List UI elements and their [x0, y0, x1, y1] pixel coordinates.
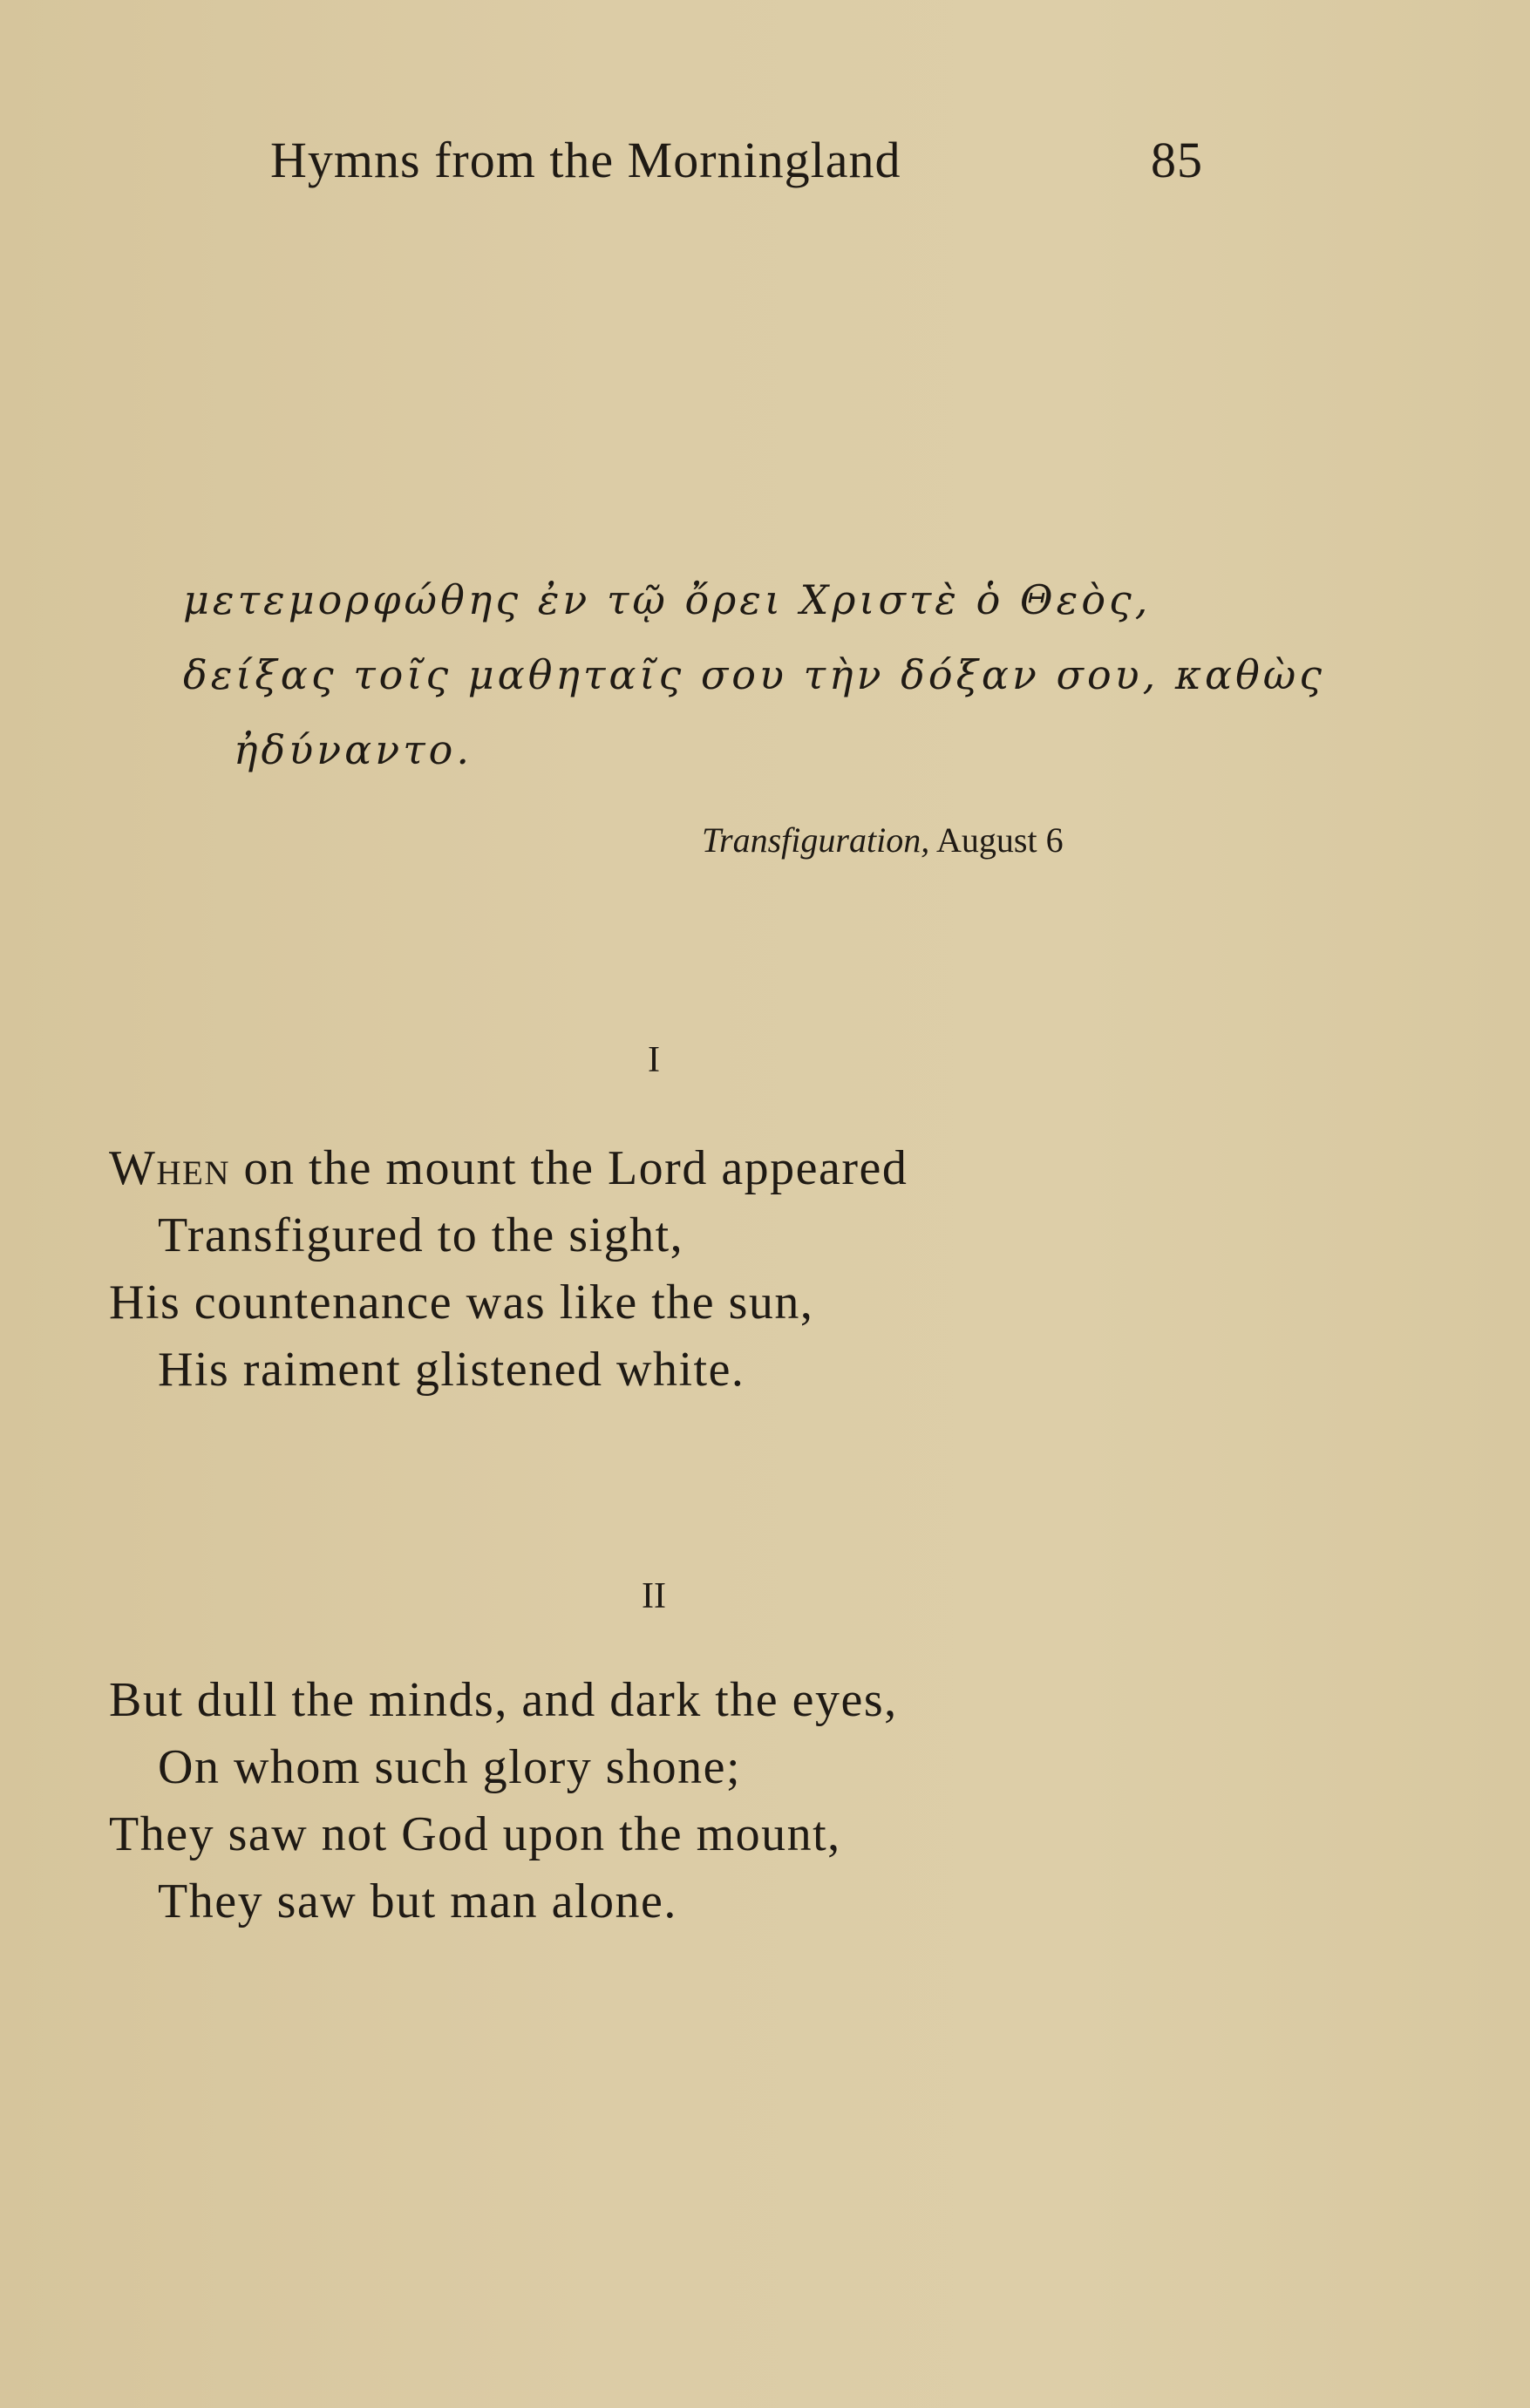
page-number: 85 — [1151, 132, 1203, 188]
epigraph-line: ἠδύναντο. — [234, 726, 473, 773]
running-head — [270, 131, 1203, 192]
verse-line: They saw not God upon the mount, — [109, 1807, 841, 1861]
feast-name: Transfiguration, — [702, 820, 930, 860]
running-title: Hymns from the Morningland — [270, 132, 901, 188]
verse-line: His countenance was like the sun, — [109, 1275, 814, 1330]
verse-line — [109, 1135, 1242, 1202]
feast-date: August 6 — [936, 820, 1064, 860]
section-numeral: I — [648, 1040, 660, 1080]
greek-epigraph — [183, 562, 1326, 787]
verse-line-rest: on the mount the Lord appeared — [230, 1141, 908, 1195]
epigraph-line: δείξας τοῖς μαθηταῖς σου τὴν δόξαν σου, καθὼς — [183, 651, 1326, 698]
stanza — [109, 1667, 1242, 1935]
verse-line: His raiment glistened white. — [158, 1343, 745, 1397]
epigraph-line: μετεμορφώθης ἐν τῷ ὄρει Χριστὲ ὁ Θεὸς, — [183, 576, 1152, 623]
verse-line: But dull the minds, and dark the eyes, — [109, 1673, 898, 1727]
verse-first-word: When — [109, 1141, 231, 1195]
epigraph-attribution — [702, 820, 1064, 860]
stanza — [109, 1135, 1242, 1404]
verse-line: On whom such glory shone; — [158, 1740, 742, 1794]
verse-line: They saw but man alone. — [158, 1874, 677, 1928]
section-numeral: II — [642, 1576, 666, 1616]
verse-line: Transfigured to the sight, — [158, 1208, 684, 1262]
